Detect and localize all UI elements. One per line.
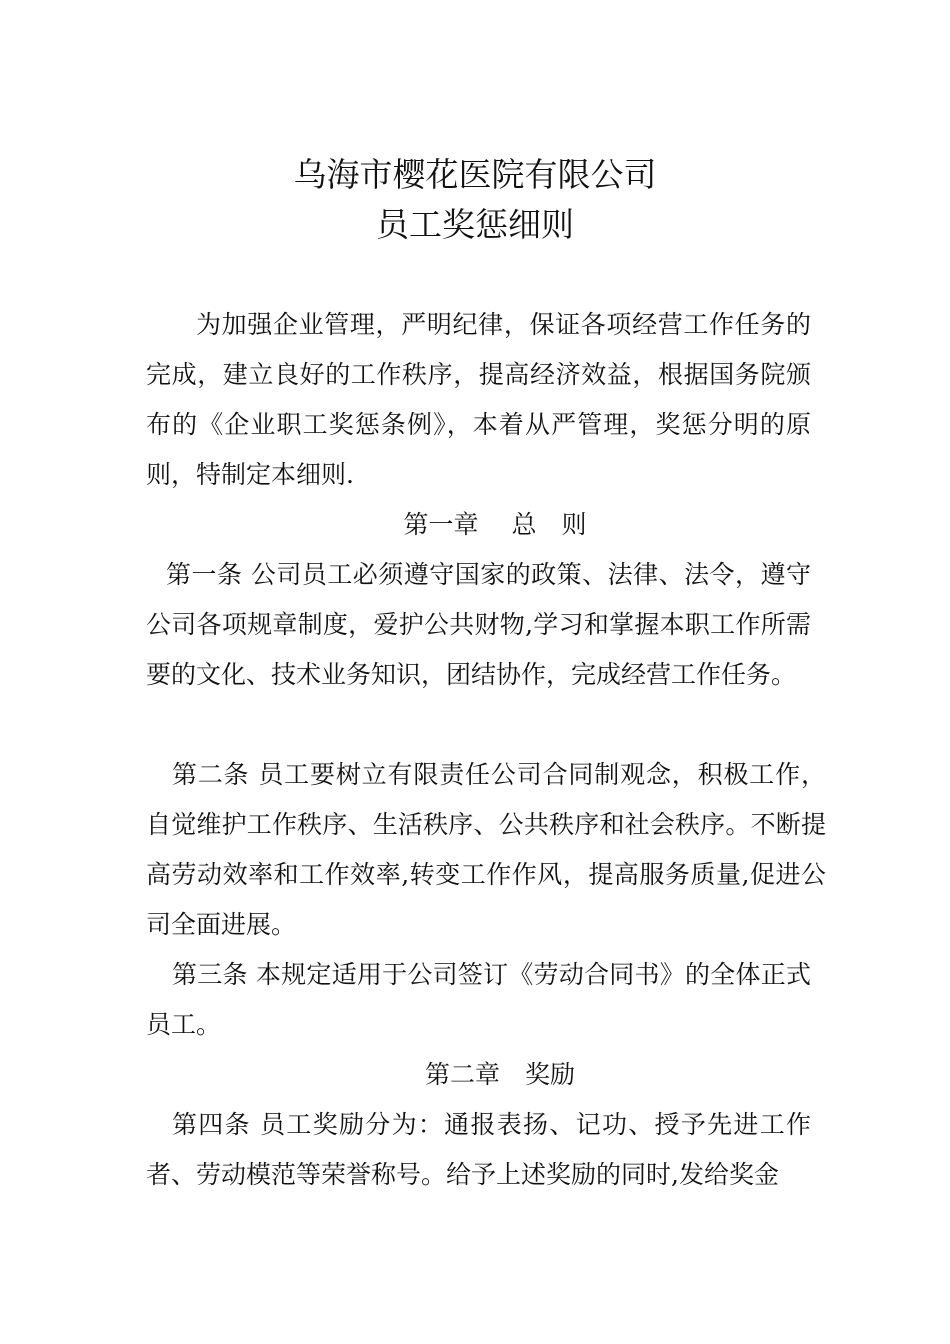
article4-paragraph: 第四条 员工奖励分为：通报表扬、记功、授予先进工作者、劳动模范等荣誉称号。给予上述奖励的同时,发给奖金 <box>146 1110 811 1189</box>
document-title-line2: 员工奖惩细则 <box>376 205 574 244</box>
article2-paragraph: 第二条 员工要树立有限责任公司合同制观念，积极工作，自觉维护工作秩序、生活秩序、公共秩序和社会秩序。不断提高劳动效率和工作效率,转变工作作风，提高服务质量,促进公司全面进展。 <box>146 760 826 939</box>
intro-paragraph: 为加强企业管理，严明纪律，保证各项经营工作任务的完成，建立良好的工作秩序，提高经济效益，根据国务院颁布的《企业职工奖惩条例》，本着从严管理，奖惩分明的原则，特制定本细则. <box>146 310 811 489</box>
document-title-line1: 乌海市樱花医院有限公司 <box>293 155 657 194</box>
article3-paragraph: 第三条 本规定适用于公司签订《劳动合同书》的全体正式员工。 <box>146 960 811 1039</box>
chapter2-heading: 第二章 奖励 <box>424 1060 575 1089</box>
article1-paragraph: 第一条 公司员工必须遵守国家的政策、法律、法令，遵守公司各项规章制度，爱护公共财物,学习和掌握本职工作所需要的文化、技术业务知识，团结协作，完成经营工作任务。 <box>146 560 811 689</box>
chapter1-heading: 第一章 总 则 <box>403 510 587 539</box>
